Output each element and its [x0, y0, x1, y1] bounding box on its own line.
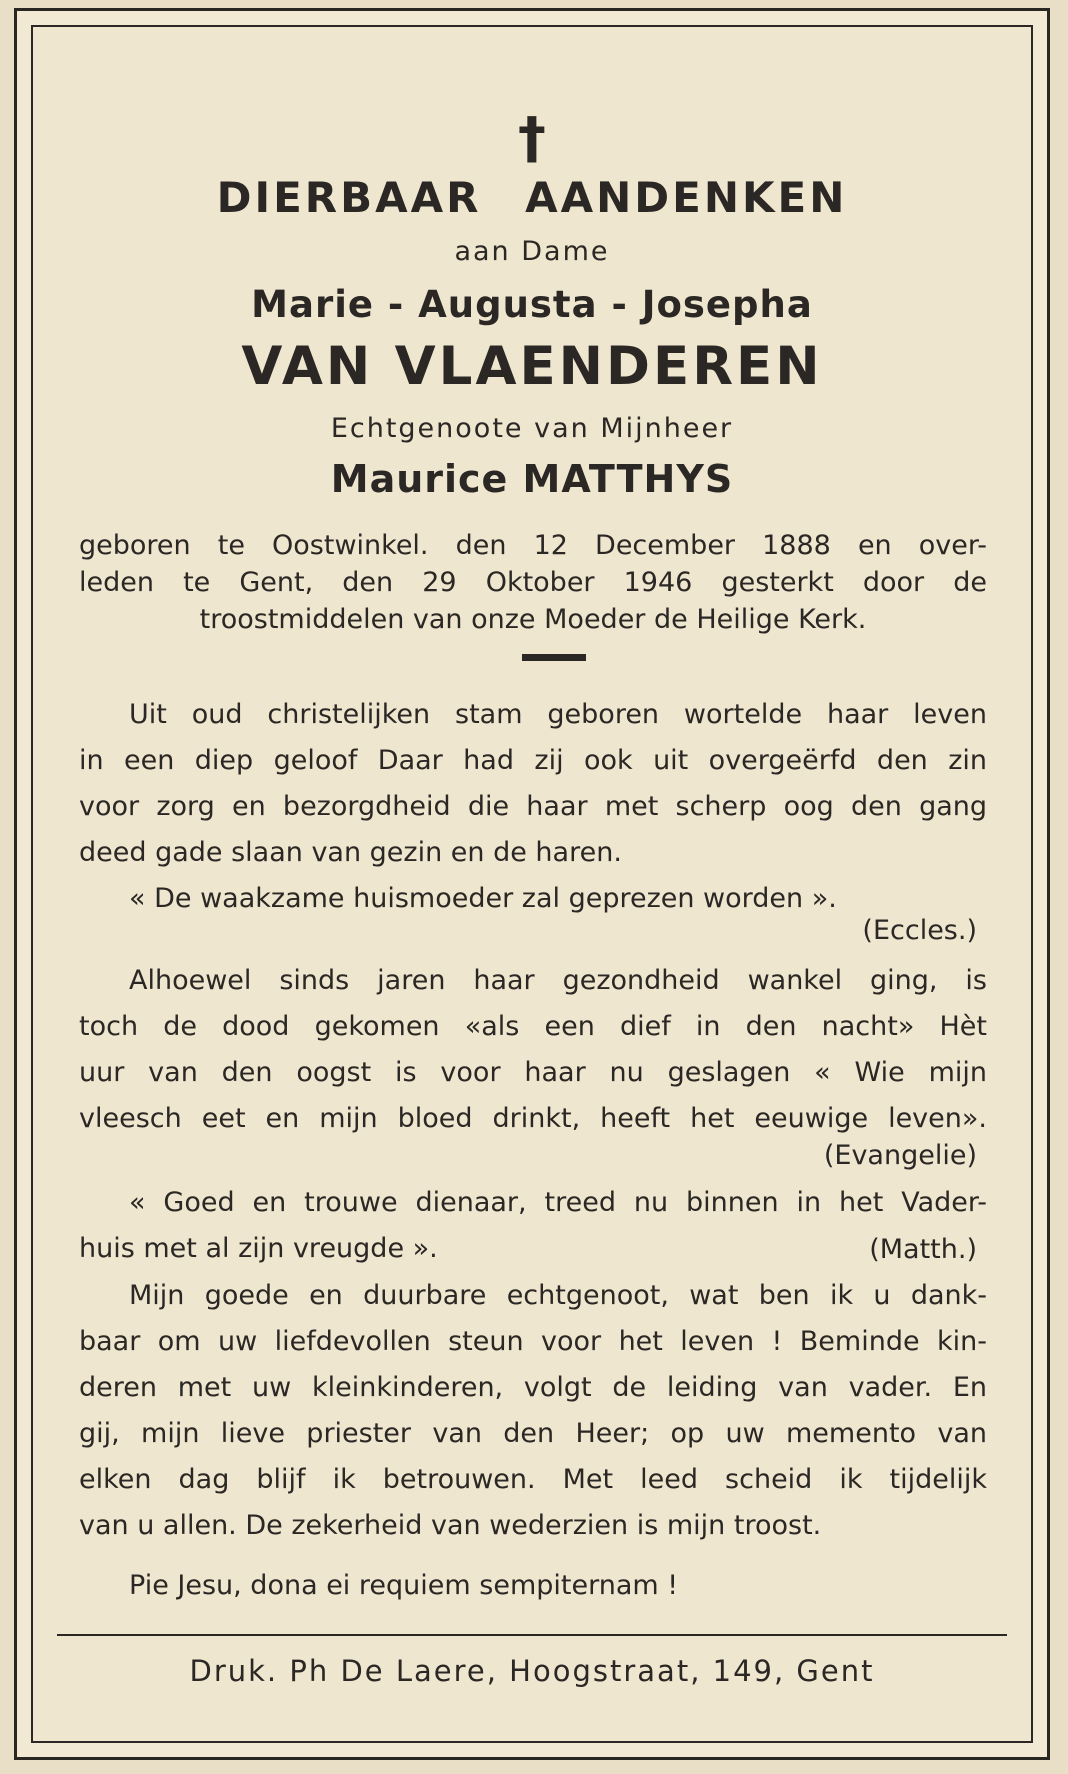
text-line: « Goed en trouwe dienaar, treed nu binnen in het Vader-	[129, 1187, 987, 1218]
spouse-name: Maurice MATTHYS	[330, 457, 734, 501]
text-line: deed gade slaan van gezin en de haren.	[79, 837, 622, 868]
prayer	[79, 1563, 987, 1609]
text-line: uur van den oogst is voor haar nu geslagen « Wie mijn	[79, 1057, 987, 1088]
text-line: Mijn goede en duurbare echtgenoot, wat ben ik u dank-	[129, 1280, 987, 1311]
text-line: van u allen. De zekerheid van wederzien is mijn troost.	[79, 1510, 822, 1541]
paragraph-2	[79, 958, 987, 1142]
text-line: baar om uw liefdevollen steun voor het leven ! Beminde kin-	[79, 1326, 987, 1357]
source-evangelie: (Evangelie)	[823, 1140, 977, 1171]
birth-line: troostmiddelen van onze Moeder de Heilige Kerk.	[199, 604, 867, 635]
text-line: voor zorg en bezorgdheid die haar met scherp oog den gang	[79, 791, 987, 822]
text-line: Uit oud christelijken stam geboren wortelde haar leven	[129, 699, 987, 730]
paragraph-1	[79, 692, 987, 922]
card-title: DIERBAAR AANDENKEN	[216, 173, 848, 222]
source-matth: (Matth.)	[869, 1234, 977, 1265]
text-line: elken dag blijf ik betrouwen. Met leed scheid ik tijdelijk	[79, 1464, 987, 1495]
text-line: gij, mijn lieve priester van den Heer; op uw memento van	[79, 1418, 987, 1449]
text-line: Alhoewel sinds jaren haar gezondheid wankel ging, is	[129, 965, 987, 996]
footer-rule	[57, 1634, 1007, 1636]
text-line: vleesch eet en mijn bloed drinkt, heeft het eeuwige leven».	[79, 1103, 987, 1134]
printer-credit: Druk. Ph De Laere, Hoogstraat, 149, Gent	[189, 1654, 875, 1688]
spouse-intro: Echtgenoote van Mijnheer	[330, 413, 734, 444]
text-line: in een diep geloof Daar had zij ook uit overgeërfd den zin	[79, 745, 987, 776]
text-line: toch de dood gekomen «als een dief in den nacht» Hèt	[79, 1011, 987, 1042]
source-eccles: (Eccles.)	[862, 915, 977, 946]
dedication-line: aan Dame	[454, 236, 610, 267]
given-names: Marie - Augusta - Josepha	[251, 283, 813, 326]
cross-icon: †	[518, 106, 546, 171]
text-line: huis met al zijn vreugde ».	[79, 1233, 438, 1264]
birth-line: leden te Gent, den 29 Oktober 1946 gesterkt door de	[79, 567, 987, 598]
surname: VAN VLAENDEREN	[241, 336, 823, 397]
paragraph-3	[79, 1180, 987, 1272]
memorial-card	[14, 8, 1050, 1760]
paragraph-4	[79, 1273, 987, 1549]
text-line: deren met uw kleinkinderen, volgt de leiding van vader. En	[79, 1372, 987, 1403]
birth-death-text	[79, 527, 987, 638]
quote-line: « De waakzame huismoeder zal geprezen worden ».	[129, 883, 837, 914]
birth-line: geboren te Oostwinkel. den 12 December 1888 en over-	[79, 530, 987, 561]
prayer-line: Pie Jesu, dona ei requiem sempiternam !	[129, 1570, 679, 1601]
divider	[522, 654, 586, 661]
